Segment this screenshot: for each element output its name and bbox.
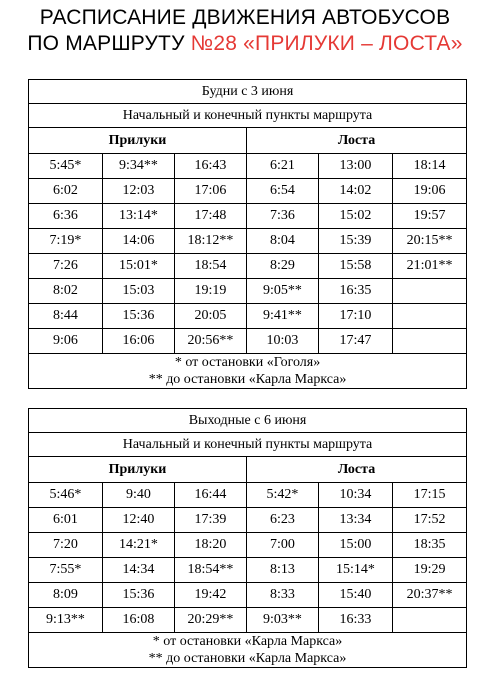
departure-time-cell: 13:00 <box>319 154 393 179</box>
departure-time-cell: 8:02 <box>29 279 103 304</box>
page-subtitle <box>0 32 490 56</box>
departure-time-cell: 9:41** <box>247 304 319 329</box>
departure-time-cell: 15:03 <box>103 279 175 304</box>
departure-time-cell: 18:12** <box>175 229 247 254</box>
departure-time-cell: 13:14* <box>103 204 175 229</box>
departure-time-cell: 9:05** <box>247 279 319 304</box>
departure-time-cell: 17:15 <box>393 483 467 508</box>
departure-time-cell: 15:14* <box>319 558 393 583</box>
departure-time-cell: 16:06 <box>103 329 175 354</box>
departure-time-cell: 10:34 <box>319 483 393 508</box>
departure-time-cell: 9:06 <box>29 329 103 354</box>
table-row <box>29 229 467 254</box>
departure-time-cell: 15:36 <box>103 583 175 608</box>
departure-time-cell: 9:40 <box>103 483 175 508</box>
city-header-priluki: Прилуки <box>29 457 247 483</box>
footnotes <box>29 633 467 668</box>
departure-time-cell: 20:15** <box>393 229 467 254</box>
departure-time-cell: 15:00 <box>319 533 393 558</box>
departure-time-cell: 14:02 <box>319 179 393 204</box>
table-row <box>29 279 467 304</box>
departure-time-cell: 13:34 <box>319 508 393 533</box>
table-row <box>29 558 467 583</box>
departure-time-cell: 17:10 <box>319 304 393 329</box>
departure-time-cell: 7:00 <box>247 533 319 558</box>
departure-time-cell: 17:52 <box>393 508 467 533</box>
table-row <box>29 533 467 558</box>
departure-time-cell: 9:13** <box>29 608 103 633</box>
departure-time-cell: 8:33 <box>247 583 319 608</box>
departure-time-cell: 7:55* <box>29 558 103 583</box>
departure-time-cell: 6:54 <box>247 179 319 204</box>
schedule-subheading: Начальный и конечный пункты маршрута <box>29 104 467 128</box>
table-row <box>29 254 467 279</box>
departure-time-cell: 17:48 <box>175 204 247 229</box>
route-name: №28 «ПРИЛУКИ – ЛОСТА» <box>190 32 463 55</box>
departure-time-cell: 17:06 <box>175 179 247 204</box>
departure-time-cell: 20:29** <box>175 608 247 633</box>
schedule-heading: Будни с 3 июня <box>29 80 467 104</box>
table-row <box>29 608 467 633</box>
table-row <box>29 583 467 608</box>
departure-time-cell: 15:02 <box>319 204 393 229</box>
departure-time-cell: 19:57 <box>393 204 467 229</box>
schedule-subheading: Начальный и конечный пункты маршрута <box>29 433 467 457</box>
footnote: ** до остановки «Карла Маркса» <box>148 372 347 387</box>
table-row <box>29 204 467 229</box>
departure-time-cell: 15:36 <box>103 304 175 329</box>
departure-time-cell: 15:39 <box>319 229 393 254</box>
departure-time-cell: 8:04 <box>247 229 319 254</box>
departure-time-cell: 19:19 <box>175 279 247 304</box>
departure-time-cell: 18:54** <box>175 558 247 583</box>
table-row <box>29 154 467 179</box>
departure-time-cell: 20:05 <box>175 304 247 329</box>
table-row <box>29 304 467 329</box>
departure-time-cell: 9:34** <box>103 154 175 179</box>
departure-time-cell: 6:01 <box>29 508 103 533</box>
table-row <box>29 508 467 533</box>
departure-time-cell: 12:03 <box>103 179 175 204</box>
schedule-rows <box>29 483 467 633</box>
table-row <box>29 329 467 354</box>
departure-time-cell: 8:29 <box>247 254 319 279</box>
subtitle-prefix: ПО МАРШРУТУ <box>27 32 191 55</box>
departure-time-cell: 7:26 <box>29 254 103 279</box>
departure-time-cell: 14:06 <box>103 229 175 254</box>
departure-time-cell: 6:21 <box>247 154 319 179</box>
departure-time-cell: 12:40 <box>103 508 175 533</box>
departure-time-cell: 20:56** <box>175 329 247 354</box>
departure-time-cell: 8:44 <box>29 304 103 329</box>
departure-time-cell <box>393 608 467 633</box>
page-title: РАСПИСАНИЕ ДВИЖЕНИЯ АВТОБУСОВ <box>39 6 451 29</box>
departure-time-cell: 5:42* <box>247 483 319 508</box>
departure-time-cell: 10:03 <box>247 329 319 354</box>
weekend-schedule-table <box>28 408 467 668</box>
departure-time-cell: 14:34 <box>103 558 175 583</box>
departure-time-cell: 15:40 <box>319 583 393 608</box>
departure-time-cell: 18:35 <box>393 533 467 558</box>
departure-time-cell: 17:47 <box>319 329 393 354</box>
footnote: * от остановки «Карла Маркса» <box>152 634 343 649</box>
schedule-rows <box>29 154 467 354</box>
departure-time-cell: 6:36 <box>29 204 103 229</box>
departure-time-cell <box>393 329 467 354</box>
departure-time-cell: 5:46* <box>29 483 103 508</box>
departure-time-cell: 6:23 <box>247 508 319 533</box>
weekday-schedule-table <box>28 79 467 389</box>
departure-time-cell: 15:01* <box>103 254 175 279</box>
city-header-prilukі: Прилуки <box>29 128 247 154</box>
departure-time-cell: 18:14 <box>393 154 467 179</box>
table-row <box>29 483 467 508</box>
departure-time-cell <box>393 304 467 329</box>
departure-time-cell: 7:19* <box>29 229 103 254</box>
departure-time-cell: 19:42 <box>175 583 247 608</box>
departure-time-cell <box>393 279 467 304</box>
departure-time-cell: 5:45* <box>29 154 103 179</box>
departure-time-cell: 21:01** <box>393 254 467 279</box>
departure-time-cell: 18:54 <box>175 254 247 279</box>
footnote: * от остановки «Гоголя» <box>174 355 321 370</box>
departure-time-cell: 19:06 <box>393 179 467 204</box>
departure-time-cell: 6:02 <box>29 179 103 204</box>
schedule-heading: Выходные с 6 июня <box>29 409 467 433</box>
city-header-losta: Лоста <box>247 128 467 154</box>
departure-time-cell: 19:29 <box>393 558 467 583</box>
footnotes <box>29 354 467 389</box>
departure-time-cell: 8:13 <box>247 558 319 583</box>
departure-time-cell: 7:20 <box>29 533 103 558</box>
departure-time-cell: 20:37** <box>393 583 467 608</box>
departure-time-cell: 16:44 <box>175 483 247 508</box>
departure-time-cell: 9:03** <box>247 608 319 633</box>
departure-time-cell: 17:39 <box>175 508 247 533</box>
departure-time-cell: 7:36 <box>247 204 319 229</box>
table-row <box>29 179 467 204</box>
departure-time-cell: 8:09 <box>29 583 103 608</box>
departure-time-cell: 16:33 <box>319 608 393 633</box>
departure-time-cell: 16:43 <box>175 154 247 179</box>
departure-time-cell: 15:58 <box>319 254 393 279</box>
city-header-losta: Лоста <box>247 457 467 483</box>
departure-time-cell: 14:21* <box>103 533 175 558</box>
departure-time-cell: 16:35 <box>319 279 393 304</box>
departure-time-cell: 16:08 <box>103 608 175 633</box>
footnote: ** до остановки «Карла Маркса» <box>148 651 347 666</box>
departure-time-cell: 18:20 <box>175 533 247 558</box>
